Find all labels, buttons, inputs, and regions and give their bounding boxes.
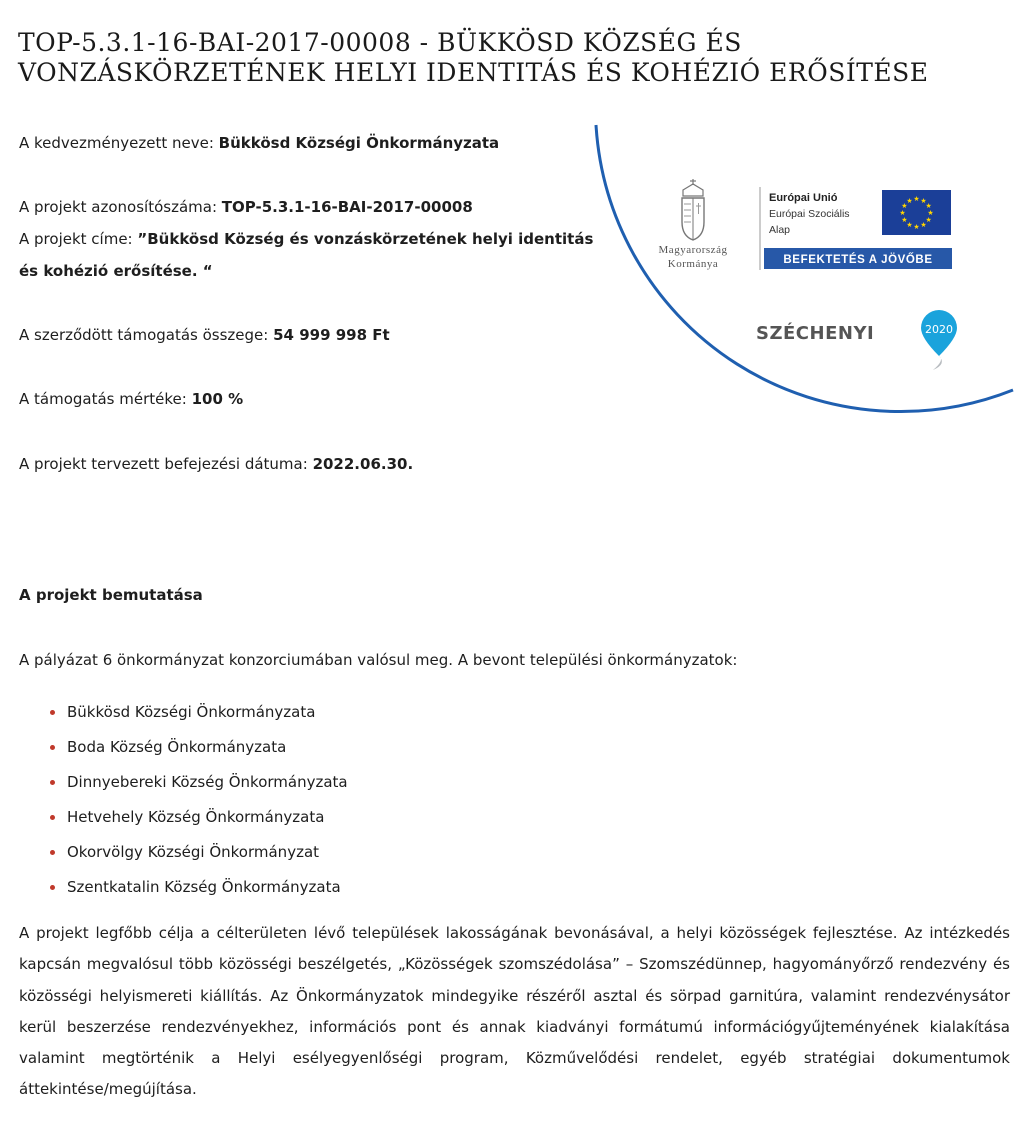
amount-label: A szerződött támogatás összege:: [19, 326, 274, 344]
rate-line: [19, 389, 243, 409]
eu-star-icon: ★: [925, 202, 932, 210]
eu-star-icon: ★: [925, 216, 932, 224]
eu-star-icon: ★: [906, 196, 913, 205]
gov-name-line2: Kormánya: [667, 258, 719, 270]
gov-name-line1: Magyarország: [658, 244, 728, 256]
amount-line: [19, 325, 390, 345]
eu-star-icon: ★: [906, 221, 913, 230]
end-date-value: 2022.06.30.: [312, 455, 414, 473]
end-date-label: A projekt tervezett befejezési dátuma:: [19, 455, 313, 473]
page-title: TOP-5.3.1-16-BAI-2017-00008 - BÜKKÖSD KÖZSÉG ÉS VONZÁSKÖRZETÉNEK HELYI IDENTITÁS ÉS KOHÉZIÓ ERŐSÍTÉSE: [18, 28, 929, 87]
funding-logos-graphic: [585, 0, 1029, 420]
beneficiary-value: Bükkösd Községi Önkormányzata: [218, 134, 500, 152]
eu-star-icon: ★: [899, 209, 906, 217]
coat-of-arms-icon: [682, 179, 704, 240]
rate-value: 100 %: [191, 390, 244, 408]
szechenyi-text: SZÉCHENYI: [756, 323, 875, 344]
amount-value: 54 999 998 Ft: [273, 326, 390, 344]
rate-label: A támogatás mértéke:: [19, 390, 192, 408]
list-item: Okorvölgy Községi Önkormányzat: [0, 840, 348, 875]
intro-text: A pályázat 6 önkormányzat konzorciumában valósul meg. A bevont települési önkormányzatok:: [19, 651, 738, 669]
eu-star-icon: ★: [913, 223, 920, 231]
eu-star-icon: ★: [920, 221, 927, 230]
project-id-label: A projekt azonosítószáma:: [19, 198, 222, 216]
list-item: Boda Község Önkormányzata: [0, 735, 348, 770]
member-list: [0, 700, 348, 910]
eu-star-icon: ★: [901, 202, 908, 210]
list-item: Szentkatalin Község Önkormányzata: [0, 875, 348, 910]
eu-star-icon: ★: [901, 216, 908, 224]
eu-star-icon: ★: [920, 196, 927, 205]
end-date-line: [19, 454, 413, 474]
eu-name: Európai Unió: [769, 192, 838, 204]
project-id-value: TOP-5.3.1-16-BAI-2017-00008: [221, 198, 473, 216]
beneficiary-label: A kedvezményezett neve:: [19, 134, 219, 152]
list-item: Bükkösd Községi Önkormányzata: [0, 700, 348, 735]
project-description: A projekt legfőbb célja a célterületen lévő települések lakosságának bevonásával, a helyi közösségek fejlesztése. Az intézkedés kapcsán megvalósul több közösségi beszélgetés, „Közösségek szomszédolása” – Szomszédünnep, hagyományőrző rendezvény és közösségi helyismereti kiállítás. Az Önkormányzatok mindegyike részéről asztal és sörpad garnitúra, valamint rendezvénysátor kerül beszerzése rendezvényekhez, információs pont és annak kiadványi formátumú információgyűjteményének kialakítása valamint megtörténik a Helyi esélyegyenlőségi program, Közművelődési rendelet, egyéb stratégiai dokumentumok áttekintése/megújítása.: [19, 924, 1010, 1099]
eu-star-icon: ★: [927, 209, 934, 217]
section-heading: A projekt bemutatása: [19, 586, 203, 604]
szechenyi-year: 2020: [925, 323, 953, 336]
eu-fund-line2: Alap: [769, 224, 791, 236]
eu-fund-line1: Európai Szociális: [769, 208, 850, 220]
list-item: Hetvehely Község Önkormányzata: [0, 805, 348, 840]
szechenyi-pin-icon: [921, 310, 957, 370]
funding-logos: [585, 0, 1029, 420]
slogan-text: BEFEKTETÉS A JÖVŐBE: [783, 254, 933, 266]
list-item: Dinnyebereki Község Önkormányzata: [0, 770, 348, 805]
project-title-label: A projekt címe:: [19, 230, 138, 248]
project-title-line: [19, 223, 594, 287]
eu-star-icon: ★: [913, 195, 920, 203]
project-id-line: [19, 197, 473, 217]
beneficiary-line: [19, 133, 499, 153]
project-title-value: ”Bükkösd Község és vonzáskörzetének helyi identitás és kohézió erősítése. “: [19, 230, 594, 280]
